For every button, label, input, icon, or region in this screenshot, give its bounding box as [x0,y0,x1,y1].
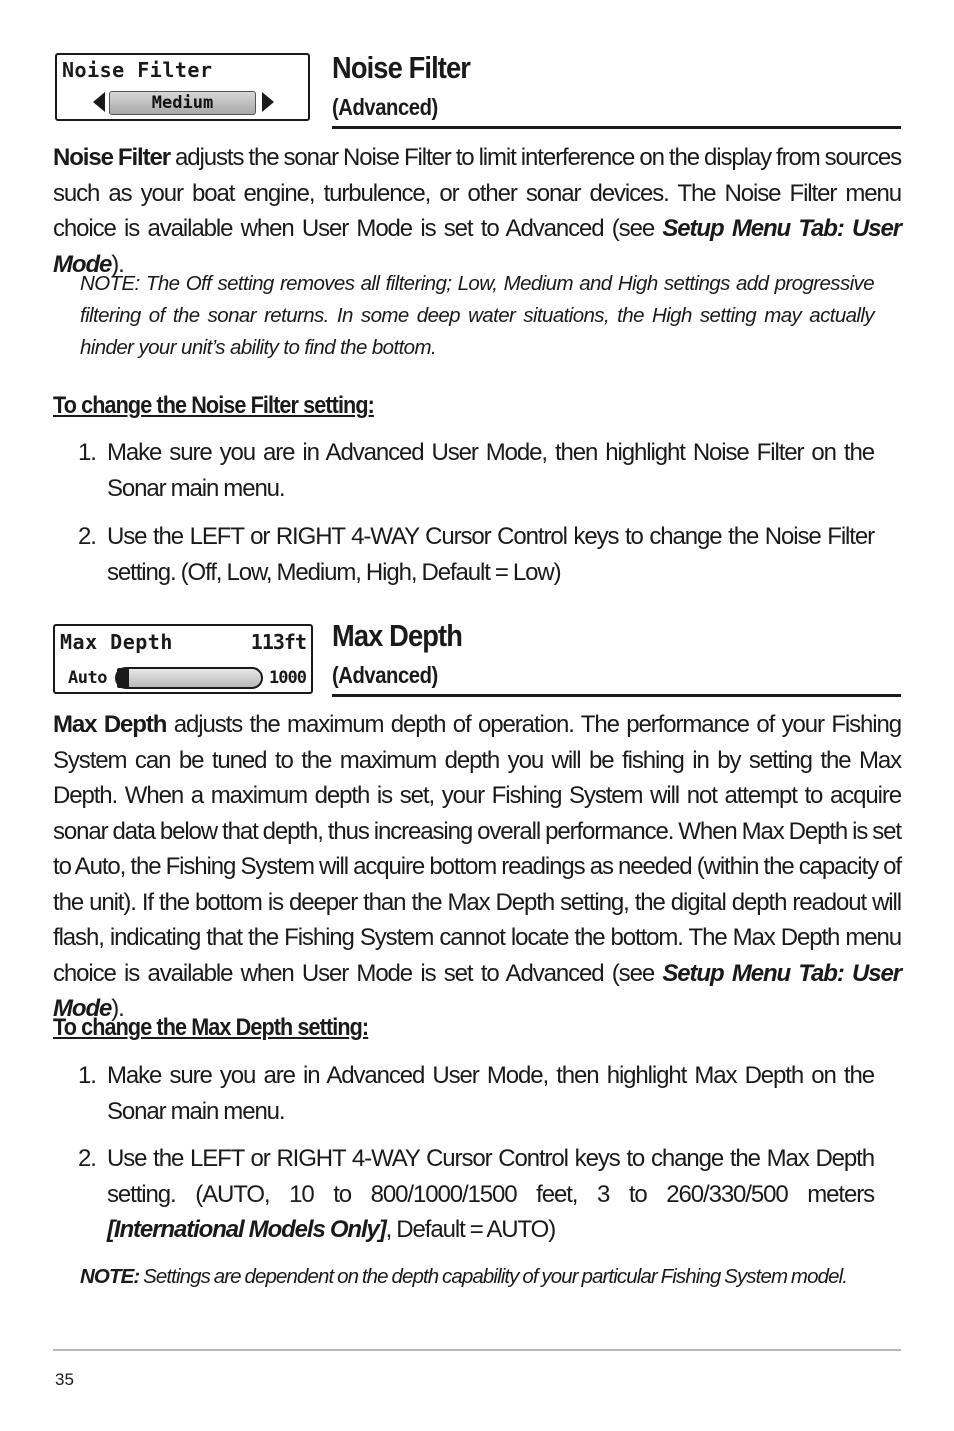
left-arrow-icon[interactable] [93,92,105,112]
noise-filter-description-text: adjusts the sonar Noise Filter to limit interference on the display from sources such as your boat engine, turbulence, or other sonar devices. The Noise Filter menu choice is available when User Mode is set to Advanced (see [53,144,901,242]
noise-filter-subheading: (Advanced) [332,94,438,120]
noise-filter-menu-widget[interactable] [55,53,310,121]
max-depth-slider-track[interactable] [115,667,263,689]
noise-filter-note [80,268,874,364]
step-text: Make sure you are in Advanced User Mode, then highlight Noise Filter on the Sonar main menu. [107,439,874,502]
max-depth-description [53,707,901,1027]
max-depth-note-label: NOTE: [80,1265,140,1288]
step-text: Use the LEFT or RIGHT 4-WAY Cursor Control keys to change the Noise Filter setting. (Off, Low, Medium, High, Default = Low) [107,523,874,586]
max-depth-reference: Setup Menu Tab: User Mode [53,959,901,1022]
right-arrow-icon[interactable] [262,92,274,112]
noise-filter-note-label: NOTE: [80,272,140,295]
max-depth-max-value: 1000 [269,668,306,688]
max-depth-menu-widget[interactable] [53,624,313,694]
noise-filter-description-end: ). [111,250,124,278]
max-depth-value: Auto [68,668,107,688]
max-depth-heading: Max Depth [332,618,463,653]
noise-filter-step-1 [78,435,874,506]
step-text [107,1141,874,1248]
noise-filter-value: Medium [151,93,214,113]
max-depth-step-1 [78,1058,874,1129]
slider-thumb[interactable] [117,668,129,688]
max-depth-reading: 113ft [250,630,306,654]
noise-filter-note-text: The Off setting removes all filtering; Low, Medium and High settings add progressive filtering of the sonar returns. In some deep water situations, the High setting may actually hinder your unit’s ability to find the bottom. [80,272,874,359]
max-depth-description-text: adjusts the maximum depth of operation. The performance of your Fishing System can be tuned to the maximum depth you will be fishing in by setting the Max Depth. When a maximum depth is set, your Fishing System will not attempt to acquire sonar data below that depth, thus increasing overall performance. When Max Depth is set to Auto, the Fishing System will acquire bottom readings as needed (within the capacity of the unit). If the bottom is deeper than the Max Depth setting, the digital depth readout will flash, indicating that the Fishing System cannot locate the bottom. The Max Depth menu choice is available when User Mode is set to Advanced (see [53,711,901,987]
max-depth-note-text: Settings are dependent on the depth capability of your particular Fishing System model. [139,1265,848,1288]
noise-filter-heading: Noise Filter [332,50,471,85]
max-depth-note [80,1261,910,1293]
noise-filter-description [53,140,901,282]
max-depth-procedure-title: To change the Max Depth setting: [53,1014,369,1041]
step-number: 2. [78,1145,96,1172]
max-depth-term: Max Depth [53,711,167,738]
noise-filter-reference: Setup Menu Tab: User Mode [53,215,901,278]
page-number: 35 [55,1370,74,1389]
max-depth-description-end: ). [111,995,124,1022]
noise-filter-step-2 [78,519,874,590]
step-text: Make sure you are in Advanced User Mode, then highlight Max Depth on the Sonar main menu. [107,1062,874,1125]
noise-filter-term: Noise Filter [53,144,170,171]
step-text-end: , Default = AUTO) [385,1216,556,1243]
noise-filter-procedure-title: To change the Noise Filter setting: [53,392,374,419]
max-depth-step-2 [78,1141,874,1248]
noise-filter-widget-label: Noise Filter [62,58,213,82]
noise-filter-value-box [109,91,256,115]
max-depth-widget-label: Max Depth [60,630,173,654]
step-number: 2. [78,523,96,550]
international-models-emphasis: [International Models Only] [107,1216,386,1243]
max-depth-heading-rule [332,694,901,697]
footer-rule [53,1349,901,1351]
step-number: 1. [78,1062,96,1089]
step-text-main: Use the LEFT or RIGHT 4-WAY Cursor Control keys to change the Max Depth setting. (AUTO, 10 to 800/1000/1500 feet, 3 to 260/330/500 meters [107,1145,874,1208]
noise-filter-heading-rule [332,126,901,129]
step-number: 1. [78,439,96,466]
max-depth-subheading: (Advanced) [332,662,438,688]
